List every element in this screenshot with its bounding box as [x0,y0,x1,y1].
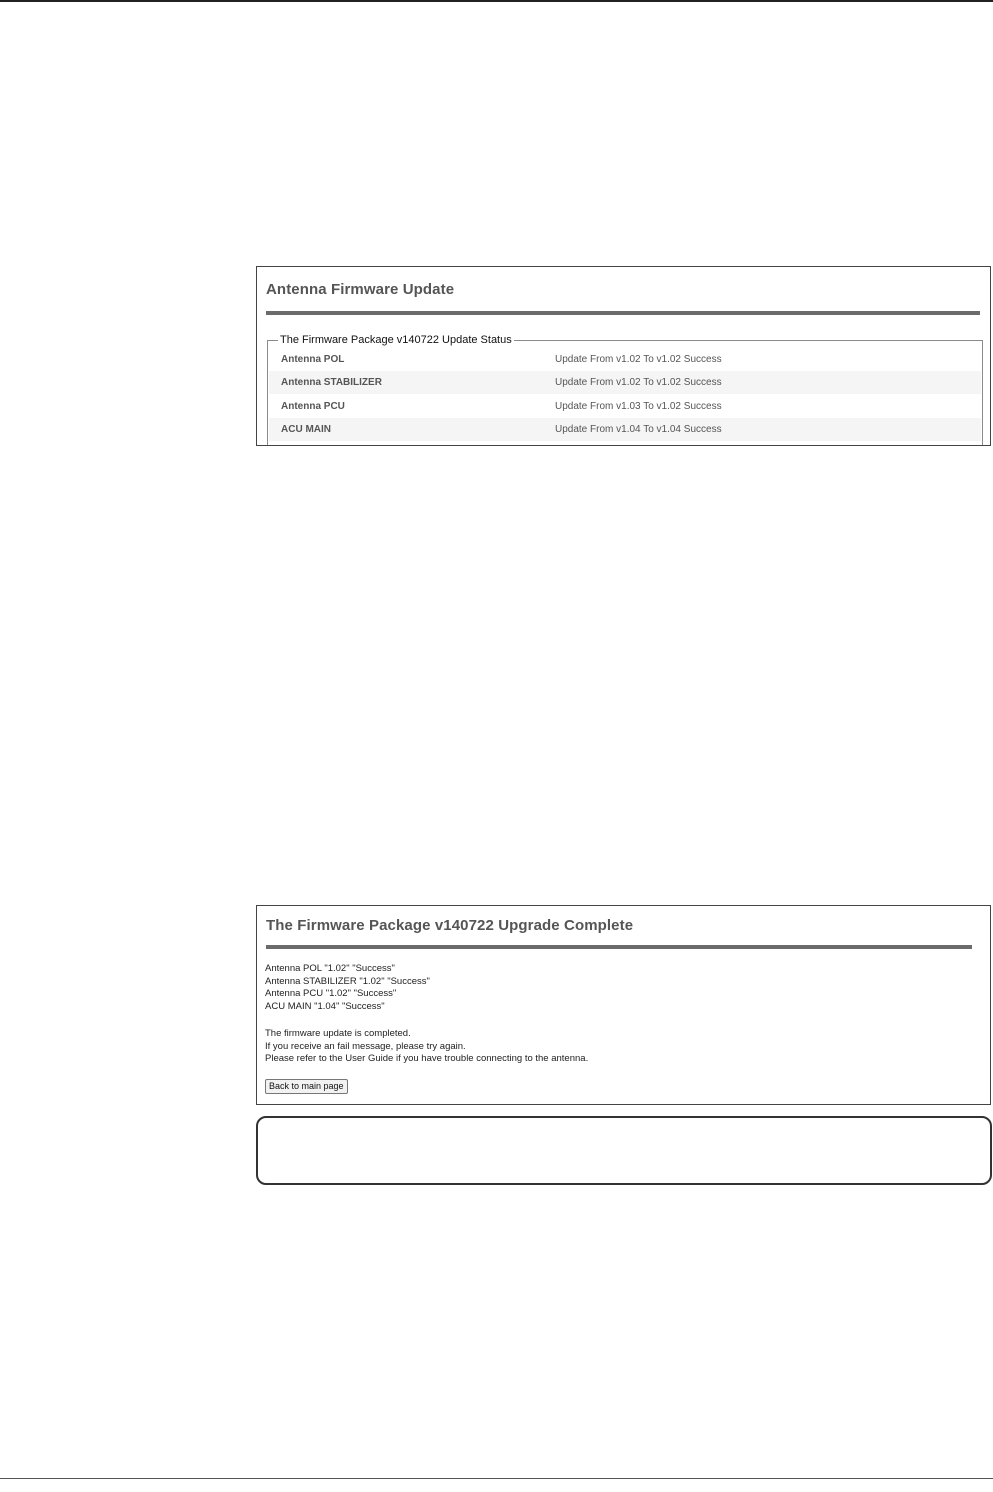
note-box [256,1116,992,1185]
status-row-value: Update From v1.02 To v1.02 Success [555,377,722,388]
update-status-fieldset [267,334,983,446]
message-retry: If you receive an fail message, please try again. [265,1040,466,1052]
status-row-name: Antenna POL [281,354,345,365]
upgrade-complete-title-bar [266,945,972,949]
upgrade-complete-title: The Firmware Package v140722 Upgrade Complete [266,917,634,934]
page-top-rule [0,0,993,2]
upgrade-results-list [265,963,430,1013]
antenna-firmware-update-panel [256,266,991,446]
status-row-acu-main [269,418,981,441]
status-row-antenna-stabilizer [269,371,981,394]
status-row-antenna-pol [269,348,981,371]
result-line-antenna-pol: Antenna POL "1.02" "Success" [265,963,395,974]
result-line-acu-main: ACU MAIN "1.04" "Success" [265,1000,385,1012]
status-row-value: Update From v1.02 To v1.02 Success [555,354,722,365]
status-row-name: Antenna PCU [281,401,345,412]
message-user-guide: Please refer to the User Guide if you have trouble connecting to the antenna. [265,1053,589,1064]
back-to-main-page-button[interactable]: Back to main page [265,1079,348,1094]
update-panel-title: Antenna Firmware Update [266,281,455,298]
update-status-legend: The Firmware Package v140722 Update Status [280,334,512,346]
page-bottom-rule [0,1478,993,1479]
status-row-name: ACU MAIN [281,424,331,435]
status-row-antenna-pcu [269,395,981,418]
update-panel-title-bar [266,311,980,315]
completion-messages [265,1028,588,1066]
upgrade-complete-panel [256,905,991,1105]
status-row-value: Update From v1.04 To v1.04 Success [555,424,722,435]
status-row-value: Update From v1.03 To v1.02 Success [555,401,722,412]
status-row-name: Antenna STABILIZER [281,377,382,388]
result-line-antenna-stabilizer: Antenna STABILIZER "1.02" "Success" [265,975,430,987]
message-completed: The firmware update is completed. [265,1028,411,1039]
result-line-antenna-pcu: Antenna PCU "1.02" "Success" [265,988,397,999]
